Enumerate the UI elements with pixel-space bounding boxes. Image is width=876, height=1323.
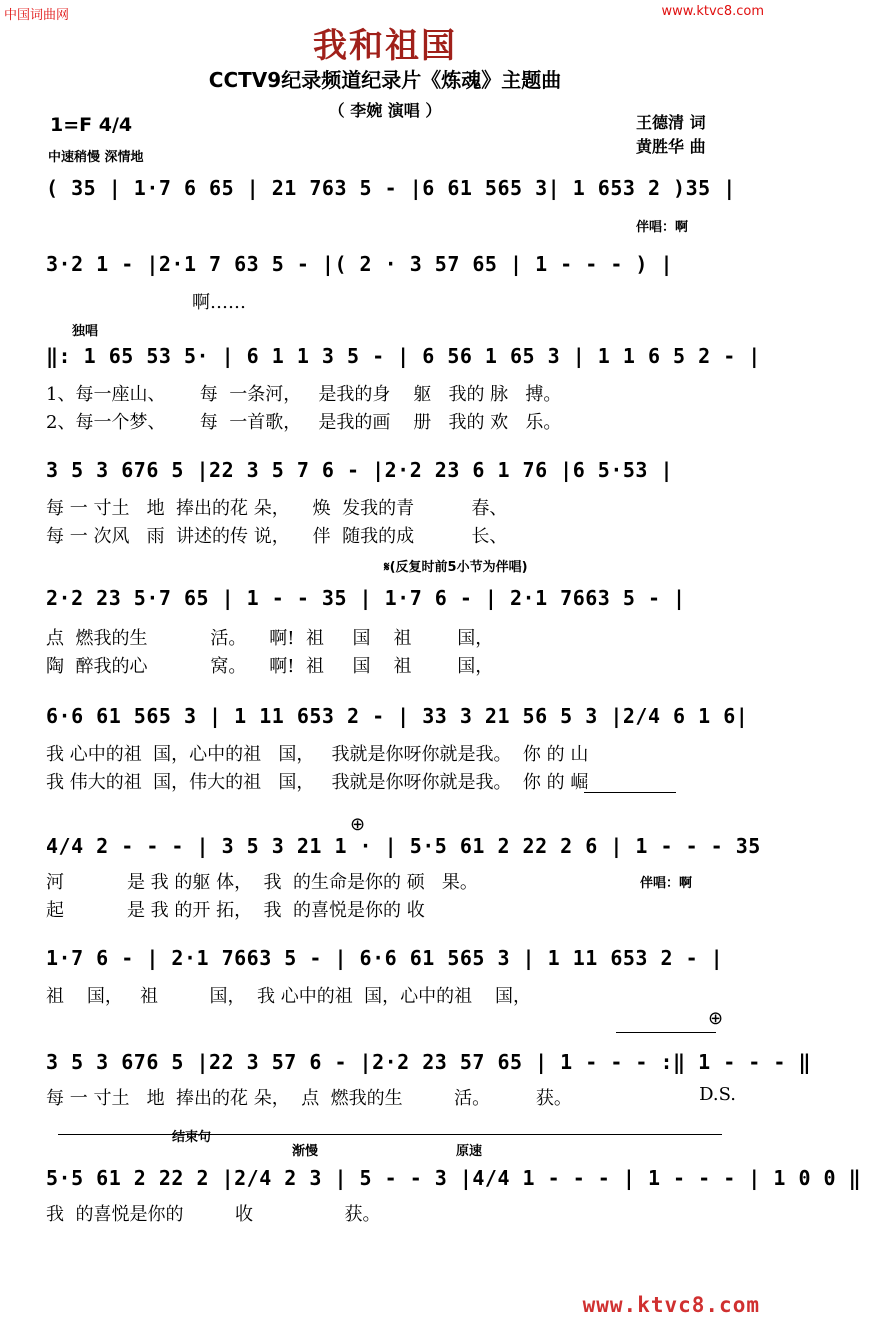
lyric-line-4a: 每 一 寸土 地 捧出的花 朵， 焕 发我的青 春、 (46, 498, 508, 519)
score-line-3: ‖: 1 65 53 5· | 6 1 1 3 5 - | 6 56 1 65 3 | 1 1 6 5 2 - | (46, 344, 761, 368)
site-watermark-right: www.ktvc8.com (661, 4, 764, 19)
volta-bracket-1 (584, 792, 676, 793)
tempo-marking: 中速稍慢 深情地 (48, 150, 144, 165)
score-line-2: 3·2 1 - |2·1 7 63 5 - |( 2 · 3 57 65 | 1 - - - ) | (46, 252, 674, 276)
lyric-line-7b: 起 是 我 的开 拓， 我 的喜悦是你的 收 (46, 900, 425, 921)
repeat-note: 𝄋(反复时前5小节为伴唱) (384, 560, 528, 575)
score-line-9: 3 5 3 676 5 |22 3 57 6 - |2·2 23 57 65 | 1 - - - :‖ 1 - - - ‖ (46, 1050, 812, 1074)
backing-vocal-note-1: 伴唱：啊 (636, 220, 689, 235)
score-line-1: ( 35 | 1·7 6 65 | 21 763 5 - |6 61 565 3| 1 653 2 )35 | (46, 176, 736, 200)
dal-segno-mark: D.S. (699, 1084, 736, 1105)
lyric-line-3a: 1、每一座山、 每 一条河， 是我的身 躯 我的 脉 搏。 (46, 384, 562, 405)
lyric-line-9: 每 一 寸土 地 捧出的花 朵， 点 燃我的生 活。 获。 (46, 1088, 572, 1109)
composer-credit: 黄胜华 曲 (636, 137, 706, 156)
song-title: 我和祖国 (313, 26, 457, 66)
backing-vocal-note-2: 伴唱：啊 (640, 876, 693, 891)
score-line-6: 6·6 61 565 3 | 1 11 653 2 - | 33 3 21 56 5 3 |2/4 6 1 6| (46, 704, 749, 728)
lyric-line-8: 祖 国， 祖 国， 我 心中的祖 国，心中的祖 国， (46, 986, 532, 1007)
song-subtitle: CCTV9纪录频道纪录片《炼魂》主题曲 (208, 68, 562, 92)
score-line-4: 3 5 3 676 5 |22 3 5 7 6 - |2·2 23 6 1 76 |6 5·53 | (46, 458, 674, 482)
lyric-line-10: 我 的喜悦是你的 收 获。 (46, 1204, 381, 1225)
lyricist-credit: 王德清 词 (636, 113, 706, 132)
solo-label: 独唱 (72, 324, 99, 339)
score-line-5: 2·2 23 5·7 65 | 1 - - 35 | 1·7 6 - | 2·1 7663 5 - | (46, 586, 686, 610)
lyric-line-7a: 河 是 我 的躯 体， 我 的生命是你的 硕 果。 (46, 872, 478, 893)
ritardando-label: 渐慢 (292, 1144, 319, 1159)
lyric-line-4b: 每 一 次风 雨 讲述的传 说， 伴 随我的成 长、 (46, 526, 508, 547)
key-signature: 1=F 4/4 (50, 114, 133, 136)
lyric-line-3b: 2、每一个梦、 每 一首歌， 是我的画 册 我的 欢 乐。 (46, 412, 562, 433)
site-watermark-left: 中国词曲网 (4, 8, 70, 23)
lyric-line-6a: 我 心中的祖 国，心中的祖 国， 我就是你呀你就是我。 你 的 山 (46, 744, 589, 765)
site-watermark-bottom: www.ktvc8.com (582, 1293, 760, 1317)
score-line-8: 1·7 6 - | 2·1 7663 5 - | 6·6 61 565 3 | 1 11 653 2 - | (46, 946, 724, 970)
coda-sign-2: ⊕ (708, 1008, 724, 1029)
lyric-line-5a: 点 燃我的生 活。 啊! 祖 国 祖 国， (46, 628, 494, 649)
lyric-line-2: 啊…… (192, 292, 246, 313)
singer-credit: （ 李婉 演唱 ） (328, 101, 442, 120)
lyric-line-5b: 陶 醉我的心 窝。 啊! 祖 国 祖 国， (46, 656, 494, 677)
ending-label: 结束句 (172, 1130, 212, 1145)
a-tempo-label: 原速 (456, 1144, 483, 1159)
score-line-7: 4/4 2 - - - | 3 5 3 21 1 · | 5·5 61 2 22 2 6 | 1 - - - 35 (46, 834, 761, 858)
ending-bracket (58, 1134, 722, 1135)
coda-sign-1: ⊕ (350, 814, 366, 835)
volta-bracket-2 (616, 1032, 716, 1033)
score-line-10: 5·5 61 2 22 2 |2/4 2 3 | 5 - - 3 |4/4 1 - - - | 1 - - - | 1 0 0 ‖ (46, 1166, 862, 1190)
lyric-line-6b: 我 伟大的祖 国，伟大的祖 国， 我就是你呀你就是我。 你 的 崛 (46, 772, 589, 793)
